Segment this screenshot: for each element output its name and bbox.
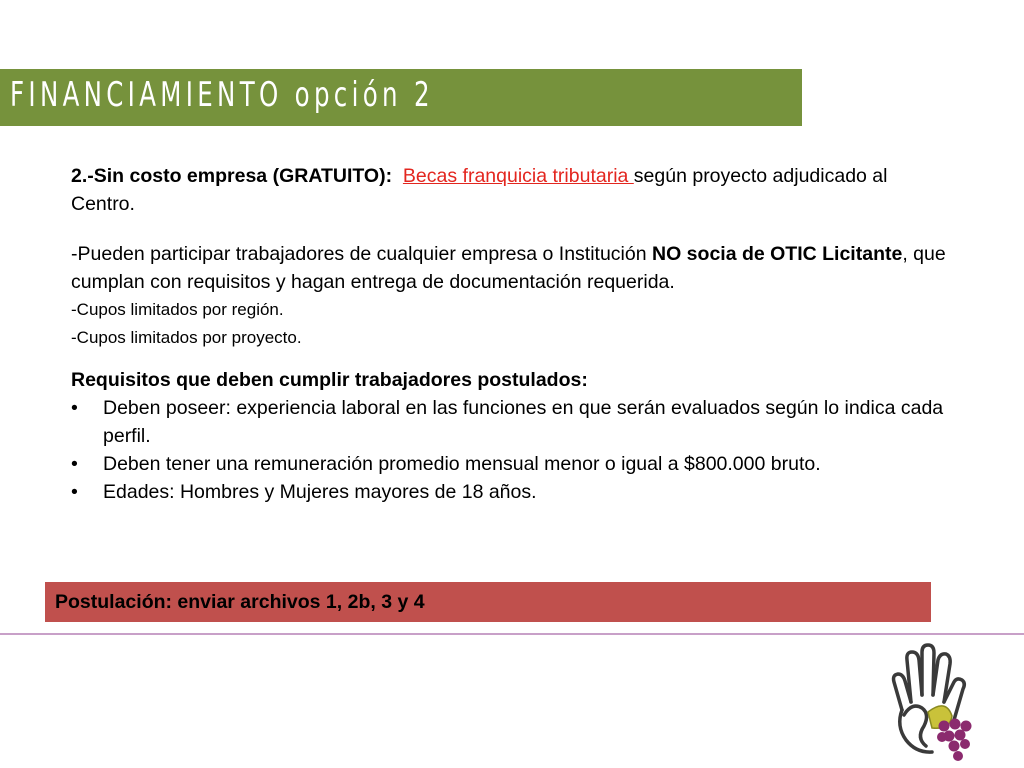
cupos-proyecto: -Cupos limitados por proyecto. (71, 328, 302, 347)
slide-title: FINANCIAMIENTO opción 2 (10, 75, 434, 115)
hand-grapes-icon (880, 640, 980, 765)
bullet-icon: • (71, 453, 78, 475)
list-item-text: Edades: Hombres y Mujeres mayores de 18 años. (103, 481, 537, 503)
divider (0, 633, 1024, 635)
bullet-icon: • (71, 481, 78, 503)
list-item (71, 450, 951, 478)
participantes-text-a: -Pueden participar trabajadores de cualquier empresa o Institución (71, 243, 653, 265)
requisitos-title: Requisitos que deben cumplir trabajadores postulados: (71, 369, 588, 391)
cupos-region: -Cupos limitados por región. (71, 300, 284, 319)
slide-body (71, 162, 951, 506)
becas-link[interactable]: Becas franquicia tributaria (402, 165, 634, 187)
postulacion-text: Postulación: enviar archivos 1, 2b, 3 y 4 (55, 591, 425, 613)
gratuito-lead: 2.-Sin costo empresa (GRATUITO): (71, 165, 393, 187)
list-item-text: Deben tener una remuneración promedio mensual menor o igual a $800.000 bruto. (103, 453, 821, 475)
bullet-icon: • (71, 397, 78, 419)
list-item (71, 478, 951, 506)
participantes-text-b: , que cumplan con requisitos y hagan entrega de documentación requerida. (71, 243, 946, 293)
participantes-bold: NO socia de OTIC Licitante (652, 243, 903, 265)
list-item (71, 394, 951, 450)
title-bar (0, 69, 802, 126)
paragraph-participantes (71, 240, 951, 296)
requisitos-list (71, 394, 951, 506)
list-item-text: Deben poseer: experiencia laboral en las funciones en que serán evaluados según lo indica cada perfil. (103, 397, 944, 447)
gratuito-rest: según proyecto adjudicado al Centro. (71, 165, 888, 215)
postulacion-bar (45, 582, 931, 622)
paragraph-gratuito (71, 162, 951, 218)
